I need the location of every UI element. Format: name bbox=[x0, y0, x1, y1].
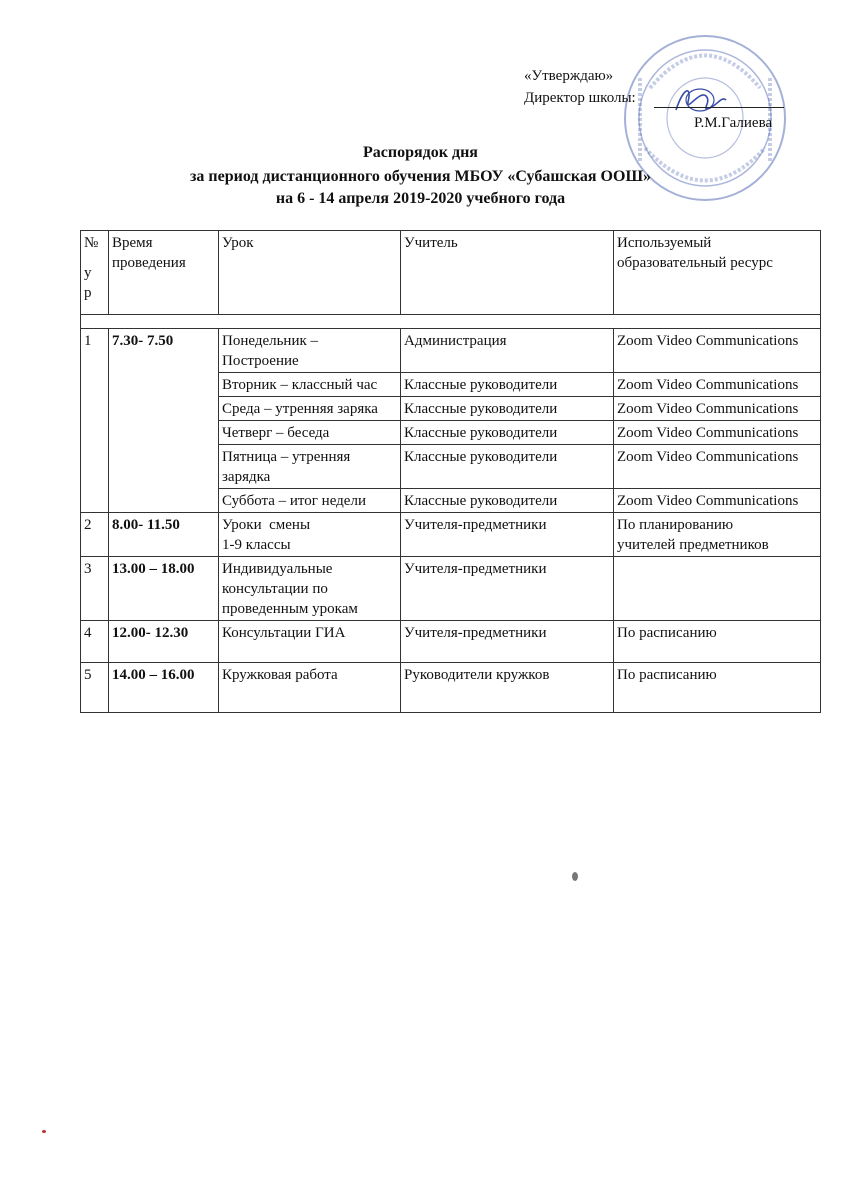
row-teacher: Классные руководители bbox=[401, 373, 614, 397]
row-lesson: Понедельник – Построение bbox=[219, 329, 401, 373]
header-num-symbol: № bbox=[84, 235, 99, 251]
schedule-table bbox=[80, 230, 821, 713]
spacer-row bbox=[81, 315, 821, 329]
row-teacher: Руководители кружков bbox=[401, 663, 614, 713]
row-teacher: Учителя-предметники bbox=[401, 557, 614, 621]
header-teacher: Учитель bbox=[401, 231, 614, 315]
row-teacher: Классные руководители bbox=[401, 489, 614, 513]
director-position: Директор школы: bbox=[524, 90, 636, 106]
row-lesson-line-1: Уроки смены bbox=[222, 517, 311, 533]
header-resource: Используемый образовательный ресурс bbox=[614, 231, 821, 315]
table-row bbox=[81, 621, 821, 663]
row-lesson-line-2: 1-9 классы bbox=[222, 537, 291, 553]
row-num: 3 bbox=[81, 557, 109, 621]
row-num: 2 bbox=[81, 513, 109, 557]
table-row bbox=[81, 663, 821, 713]
row-resource-line-1: По планированию bbox=[617, 517, 734, 533]
row-time: 13.00 – 18.00 bbox=[109, 557, 219, 621]
approval-block bbox=[0, 0, 841, 140]
table-row bbox=[81, 557, 821, 621]
approve-label: «Утверждаю» bbox=[524, 68, 614, 84]
header-num-letter-1: у bbox=[84, 265, 92, 281]
header-num bbox=[81, 231, 109, 315]
row-lesson: Кружковая работа bbox=[219, 663, 401, 713]
header-time: Время проведения bbox=[109, 231, 219, 315]
row-lesson: Консультации ГИА bbox=[219, 621, 401, 663]
row-resource: По расписанию bbox=[614, 663, 821, 713]
row-resource: Zoom Video Communications bbox=[614, 397, 821, 421]
director-name: Р.М.Галиева bbox=[694, 115, 773, 131]
row-resource: Zoom Video Communications bbox=[614, 445, 821, 489]
row-resource-line-2: учителей предметников bbox=[617, 537, 769, 553]
page-title: Распорядок дня bbox=[363, 144, 478, 161]
header-num-letter-2: р bbox=[84, 285, 92, 301]
title-subline-2: на 6 - 14 апреля 2019-2020 учебного года bbox=[275, 190, 566, 207]
row-time: 14.00 – 16.00 bbox=[109, 663, 219, 713]
row-teacher: Администрация bbox=[401, 329, 614, 373]
row-num: 4 bbox=[81, 621, 109, 663]
row-lesson: Пятница – утренняя зарядка bbox=[219, 445, 401, 489]
scan-speck bbox=[572, 872, 578, 881]
title-subline-1: за период дистанционного обучения МБОУ «Субашская ООШ» bbox=[189, 168, 652, 185]
table-header-row bbox=[81, 231, 821, 315]
row-num: 1 bbox=[81, 329, 109, 513]
row-resource bbox=[614, 557, 821, 621]
row-teacher: Классные руководители bbox=[401, 445, 614, 489]
row-resource bbox=[614, 513, 821, 557]
row-lesson: Суббота – итог недели bbox=[219, 489, 401, 513]
scan-speck bbox=[42, 1130, 46, 1133]
row-time: 7.30- 7.50 bbox=[109, 329, 219, 513]
table-row bbox=[81, 329, 821, 373]
row-lesson bbox=[219, 513, 401, 557]
row-teacher: Классные руководители bbox=[401, 421, 614, 445]
row-teacher: Классные руководители bbox=[401, 397, 614, 421]
table-row bbox=[81, 513, 821, 557]
row-lesson: Индивидуальные консультации по проведенным урокам bbox=[219, 557, 401, 621]
header-lesson: Урок bbox=[219, 231, 401, 315]
row-lesson: Вторник – классный час bbox=[219, 373, 401, 397]
row-num: 5 bbox=[81, 663, 109, 713]
row-time: 12.00- 12.30 bbox=[109, 621, 219, 663]
row-time: 8.00- 11.50 bbox=[109, 513, 219, 557]
row-lesson: Четверг – беседа bbox=[219, 421, 401, 445]
row-teacher: Учителя-предметники bbox=[401, 513, 614, 557]
row-resource: Zoom Video Communications bbox=[614, 421, 821, 445]
row-teacher: Учителя-предметники bbox=[401, 621, 614, 663]
director-signature bbox=[670, 82, 730, 118]
signature-line bbox=[654, 107, 784, 108]
row-resource: Zoom Video Communications bbox=[614, 373, 821, 397]
row-resource: Zoom Video Communications bbox=[614, 329, 821, 373]
row-resource: Zoom Video Communications bbox=[614, 489, 821, 513]
spacer-cell bbox=[81, 315, 821, 329]
row-lesson: Среда – утренняя заряка bbox=[219, 397, 401, 421]
row-resource: По расписанию bbox=[614, 621, 821, 663]
